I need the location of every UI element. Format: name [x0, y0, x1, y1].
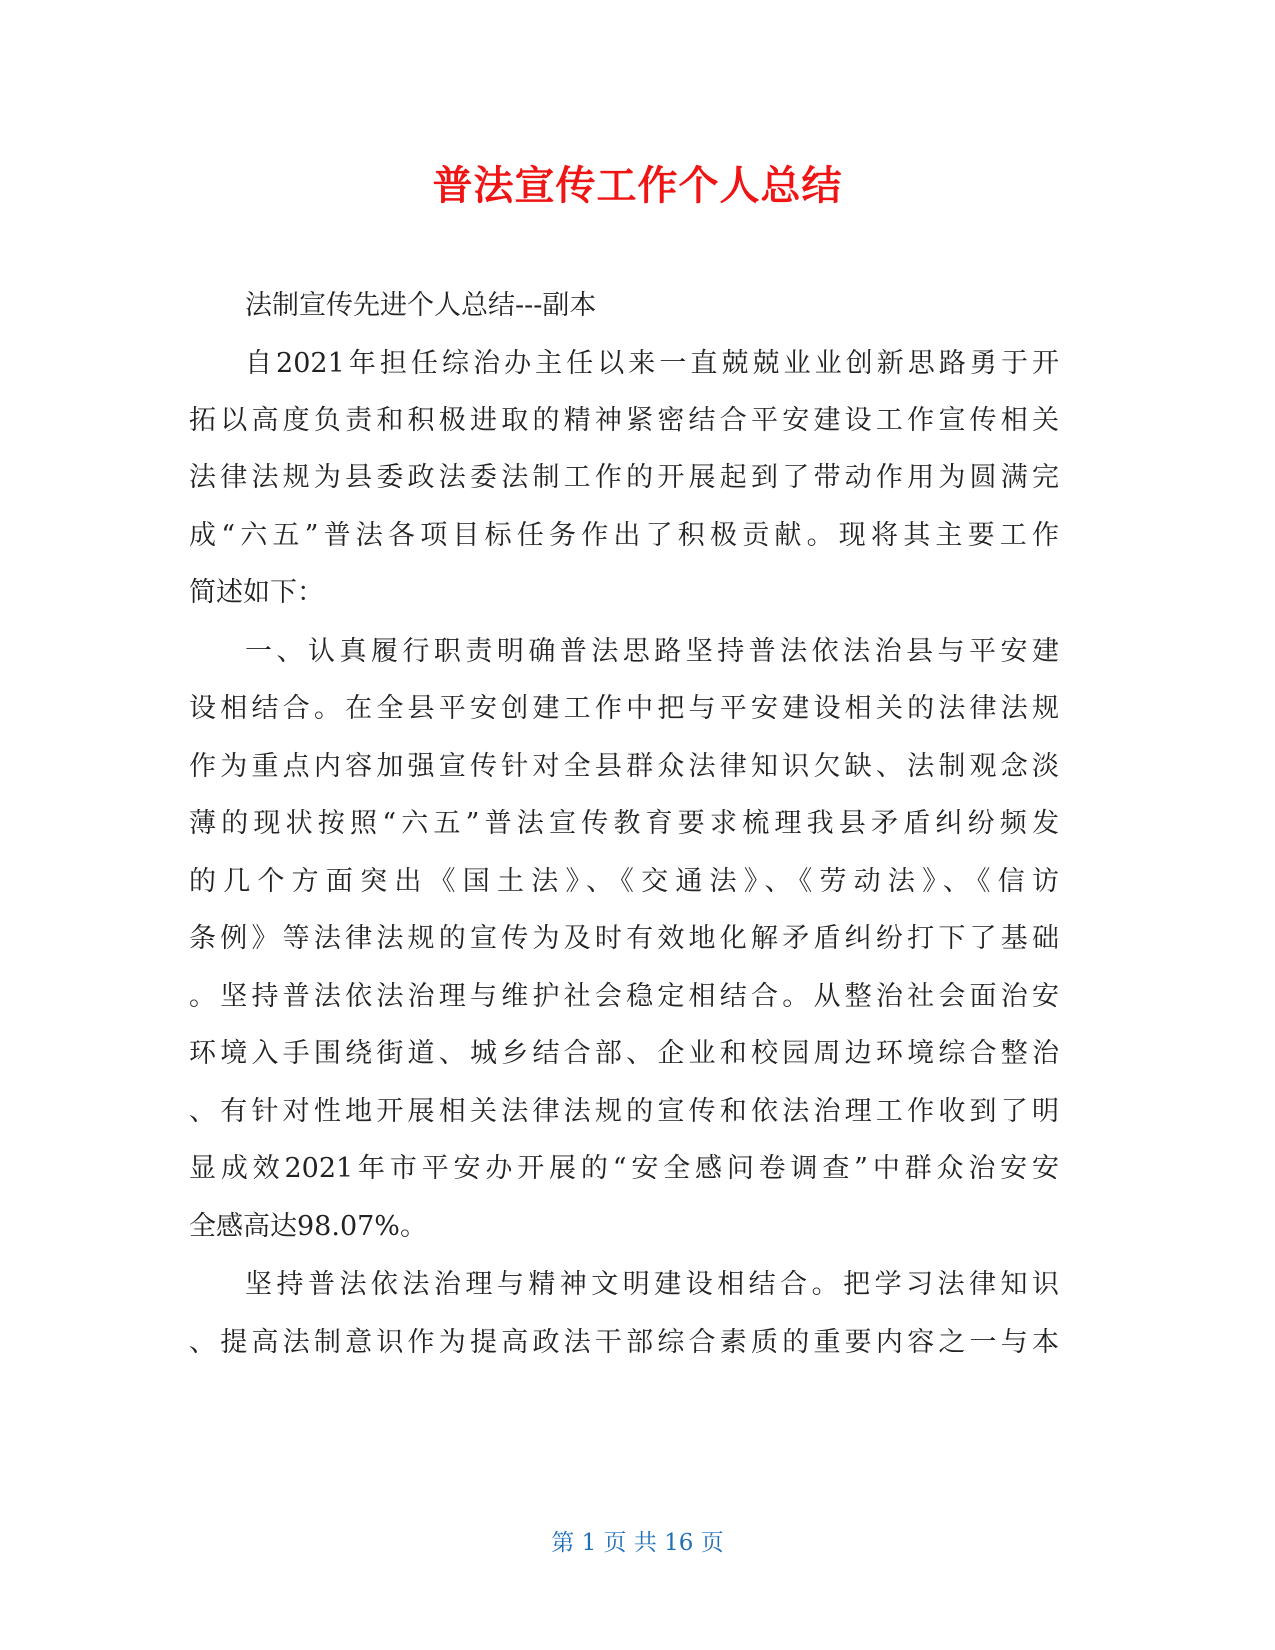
paragraph-line: 环境入手围绕街道、城乡结合部、企业和校园周边环境综合整治: [189, 1038, 1059, 1069]
paragraph-line: 自2021年担任综治办主任以来一直兢兢业业创新思路勇于开: [245, 348, 1059, 379]
paragraph-line: 薄的现状按照“六五”普法宣传教育要求梳理我县矛盾纠纷频发: [189, 808, 1059, 839]
paragraph-line: 、提高法制意识作为提高政法干部综合素质的重要内容之一与本: [189, 1327, 1059, 1358]
paragraph-line: 设相结合。在全县平安创建工作中把与平安建设相关的法律法规: [189, 693, 1059, 724]
paragraph-line: 、有针对性地开展相关法律法规的宣传和依法治理工作收到了明: [189, 1096, 1059, 1127]
paragraph-line: 简述如下：: [189, 577, 324, 608]
paragraph-line: 的几个方面突出《国土法》、《交通法》、《劳动法》、《信访: [189, 866, 1059, 897]
paragraph-line: 作为重点内容加强宣传针对全县群众法律知识欠缺、法制观念淡: [189, 751, 1059, 782]
paragraph-line: 条例》等法律法规的宣传为及时有效地化解矛盾纠纷打下了基础: [189, 923, 1059, 954]
paragraph-line: 成“六五”普法各项目标任务作出了积极贡献。现将其主要工作: [189, 520, 1059, 551]
subtitle-line: 法制宣传先进个人总结---副本: [245, 290, 597, 321]
document-title: 普法宣传工作个人总结: [432, 163, 843, 209]
paragraph-line: 坚持普法依法治理与精神文明建设相结合。把学习法律知识: [245, 1269, 1059, 1300]
paragraph-line: 拓以高度负责和积极进取的精神紧密结合平安建设工作宣传相关: [189, 405, 1059, 436]
paragraph-line: 显成效2021年市平安办开展的“安全感问卷调查”中群众治安安: [189, 1153, 1059, 1184]
paragraph-line: 全感高达98.07%。: [189, 1211, 427, 1242]
paragraph-line: 。坚持普法依法治理与维护社会稳定相结合。从整治社会面治安: [189, 981, 1059, 1012]
paragraph-line: 一、认真履行职责明确普法思路坚持普法依法治县与平安建: [245, 636, 1059, 667]
paragraph-line: 法律法规为县委政法委法制工作的开展起到了带动作用为圆满完: [189, 462, 1059, 493]
page-number-footer: 第 1 页 共 16 页: [551, 1530, 724, 1556]
